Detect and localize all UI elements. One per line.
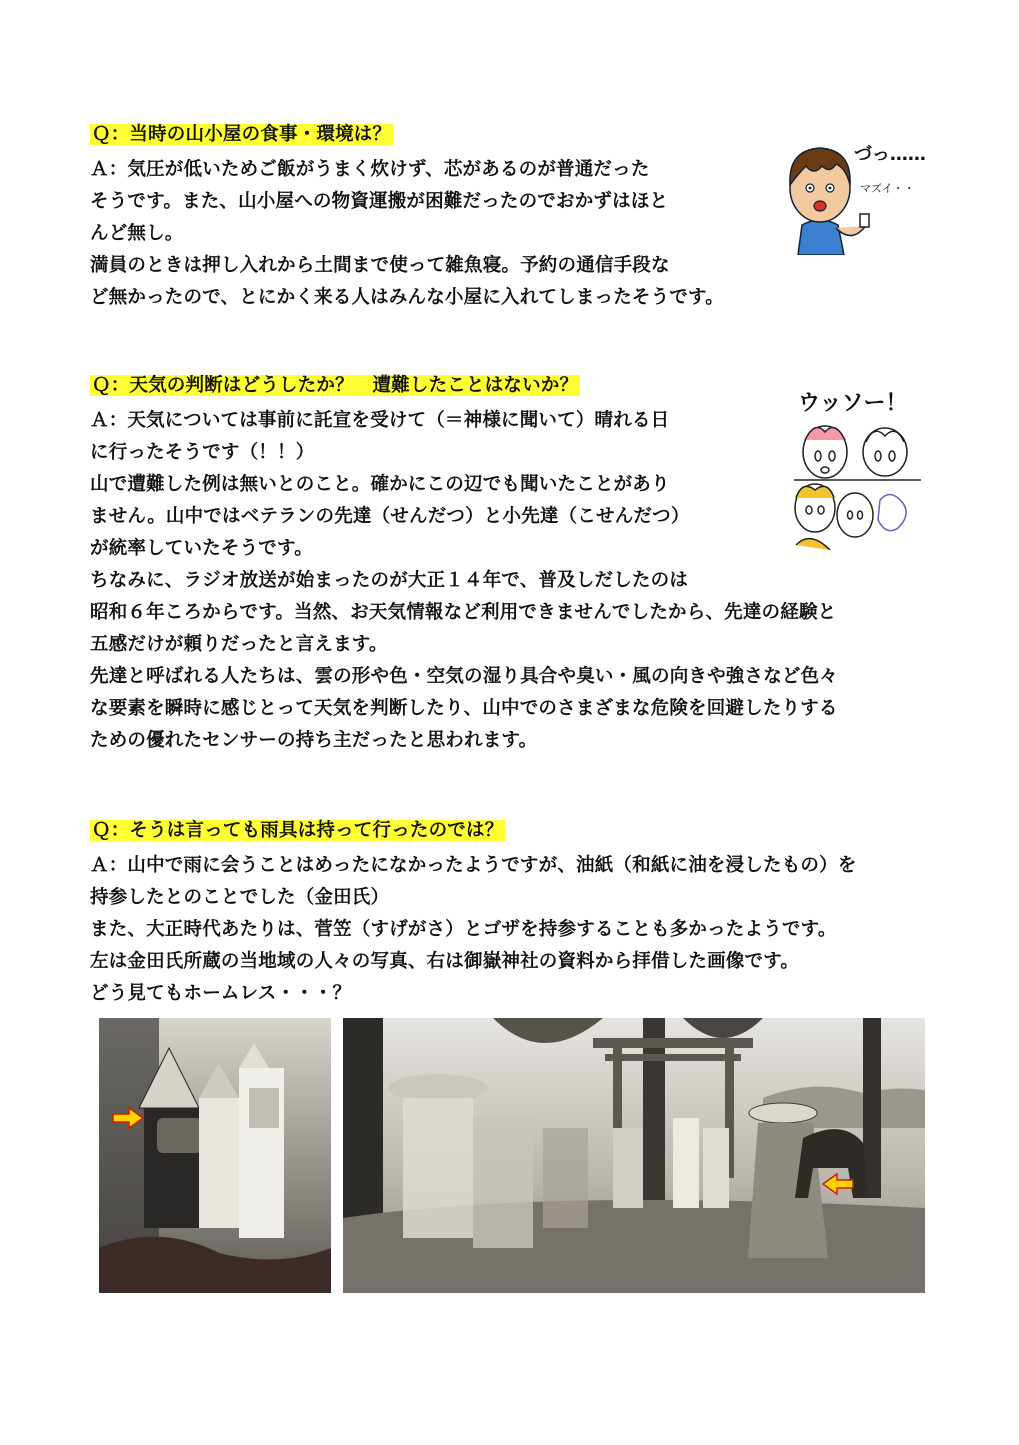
question-1 <box>90 121 393 149</box>
answer-2-line-8: 五感だけが頼りだったと言えます。 <box>90 634 388 655</box>
answer-2-line-7: 昭和６年ころからです。当然、お天気情報など利用できませんでしたから、先達の経験と <box>90 602 837 623</box>
cartoon-surprised-illustration <box>790 380 925 555</box>
answer-2-line-5: が統率していたそうです。 <box>90 538 313 559</box>
answer-2-line-9: 先達と呼ばれる人たちは、雲の形や色・空気の湿り具合や臭い・風の向きや強さなど色々 <box>90 666 839 687</box>
answer-2-line-3: 山で遭難した例は無いとのこと。確かにこの辺でも聞いたことがあり <box>90 474 670 495</box>
answer-2-line-1: Ａ：天気については事前に託宣を受けて（＝神様に聞いて）晴れる日 <box>90 410 670 431</box>
answer-2-line-4: ません。山中ではベテランの先達（せんだつ）と小先達（こせんだつ） <box>90 506 690 527</box>
answer-1-line-1: Ａ：気圧が低いためご飯がうまく炊けず、芯があるのが普通だった <box>90 159 650 180</box>
answer-2-line-6: ちなみに、ラジオ放送が始まったのが大正１４年で、普及しだしたのは <box>90 570 689 591</box>
cartoon-boy-illustration <box>780 130 930 255</box>
question-3-highlight: Ｑ：そうは言っても雨具は持って行ったのでは？ <box>92 820 504 841</box>
answer-1-line-3: んど無し。 <box>90 223 184 244</box>
cartoon1-sound-text: づっ…… <box>854 144 926 165</box>
cartoon1-speech-text: マズイ・・ <box>860 182 915 195</box>
photo-mitake-shrine <box>343 1018 925 1293</box>
answer-3-line-1: Ａ：山中で雨に会うことはめったになかったようですが、油紙（和紙に油を浸したもの）を <box>90 855 857 876</box>
answer-1-line-5: ど無かったので、とにかく来る人はみんな小屋に入れてしまったそうです。 <box>90 287 724 308</box>
question-1-highlight: Ｑ：当時の山小屋の食事・環境は？ <box>92 124 392 145</box>
answer-3-line-2: 持参したとのことでした（金田氏） <box>90 887 390 908</box>
photo-kaneda-collection <box>99 1018 331 1293</box>
answer-2-line-2: に行ったそうです（！！） <box>90 442 315 463</box>
question-3 <box>90 817 505 845</box>
answer-2-line-11: ための優れたセンサーの持ち主だったと思われます。 <box>90 730 538 751</box>
question-2 <box>90 372 580 400</box>
question-2-highlight: Ｑ：天気の判断はどうしたか？ 遭難したことはないか？ <box>92 375 579 396</box>
answer-3-line-5: どう見てもホームレス・・・？ <box>90 983 352 1004</box>
answer-1-line-4: 満員のときは押し入れから土間まで使って雑魚寝。予約の通信手段な <box>90 255 670 276</box>
answer-2-line-10: な要素を瞬時に感じとって天気を判断したり、山中でのさまざまな危険を回避したりする <box>90 698 838 719</box>
answer-3-line-4: 左は金田氏所蔵の当地域の人々の写真、右は御嶽神社の資料から拝借した画像です。 <box>90 951 800 972</box>
answer-3-line-3: また、大正時代あたりは、菅笠（すげがさ）とゴザを持参することも多かったようです。 <box>90 919 837 940</box>
answer-1-line-2: そうです。また、山小屋への物資運搬が困難だったのでおかずはほと <box>90 191 669 212</box>
cartoon2-exclaim-text: ウッソー！ <box>798 391 908 416</box>
